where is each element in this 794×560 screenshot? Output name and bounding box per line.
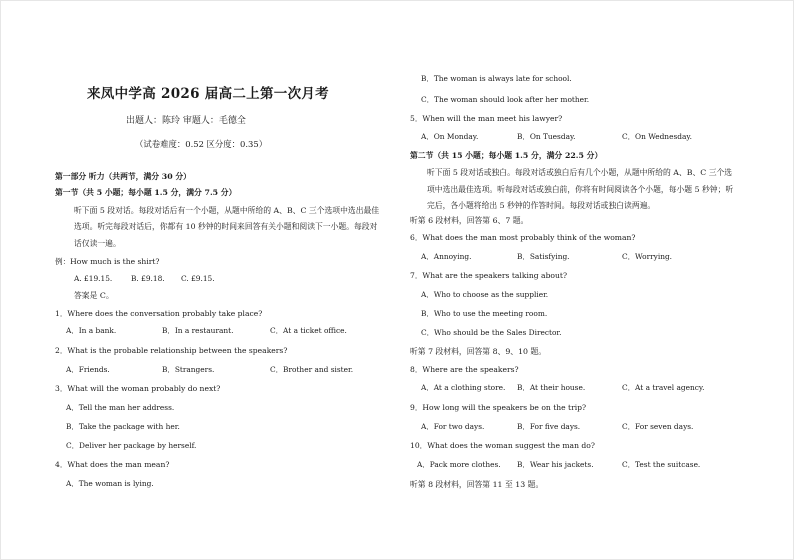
example-question: 例：How much is the shirt? xyxy=(55,257,160,266)
q6-option-c: C．Worrying. xyxy=(622,252,673,261)
material-8-note: 听第 8 段材料，回答第 11 至 13 题。 xyxy=(410,480,544,489)
q7-option-c: C．Who should be the Sales Director. xyxy=(421,328,562,337)
section1-instruction-line: 选项。听完每段对话后，你都有 10 秒钟的时间来回答有关小题和阅读下一小题。每段对 xyxy=(74,222,378,231)
section1-instruction-line: 话仅读一遍。 xyxy=(74,239,121,248)
q5-option-c: C．On Wednesday. xyxy=(622,132,692,141)
q7-option-b: B．Who to use the meeting room. xyxy=(421,309,548,318)
q1-option-a: A．In a bank. xyxy=(66,326,117,335)
q10-option-c: C．Test the suitcase. xyxy=(622,460,701,469)
section2-instruction-line: 完后，各小题将给出 5 秒钟的作答时间。每段对话或独白读两遍。 xyxy=(427,201,656,210)
q2-option-b: B．Strangers. xyxy=(162,365,215,374)
q4-option-a: A．The woman is lying. xyxy=(66,479,154,488)
q3-option-a: A．Tell the man her address. xyxy=(66,403,175,412)
section1-instruction-line: 听下面 5 段对话。每段对话后有一个小题，从题中所给的 A、B、C 三个选项中选出最佳 xyxy=(74,206,380,215)
q10-option-b: B．Wear his jackets. xyxy=(517,460,594,469)
question-6: 6．What does the man most probably think of the woman? xyxy=(410,233,636,242)
q6-option-b: B．Satisfying. xyxy=(517,252,570,261)
example-answer: 答案是 C。 xyxy=(74,291,114,300)
example-option-a: A. £19.15. xyxy=(74,274,113,283)
question-8: 8．Where are the speakers? xyxy=(410,365,519,374)
q4-option-b: B．The woman is always late for school. xyxy=(421,74,572,83)
q5-option-a: A．On Monday. xyxy=(421,132,479,141)
q3-option-c: C．Deliver her package by herself. xyxy=(66,441,197,450)
q9-option-a: A．For two days. xyxy=(421,422,485,431)
q2-option-c: C．Brother and sister. xyxy=(270,365,354,374)
q4-option-c: C．The woman should look after her mother. xyxy=(421,95,590,104)
material-7-note: 听第 7 段材料，回答第 8、9、10 题。 xyxy=(410,347,547,356)
question-1: 1．Where does the conversation probably take place? xyxy=(55,309,263,318)
q3-option-b: B．Take the package with her. xyxy=(66,422,180,431)
q8-option-c: C．At a travel agency. xyxy=(622,383,705,392)
q6-option-a: A．Annoying. xyxy=(421,252,472,261)
section2-heading: 第二节（共 15 小题；每小题 1.5 分，满分 22.5 分） xyxy=(410,151,603,160)
question-3: 3．What will the woman probably do next? xyxy=(55,384,221,393)
q9-option-b: B．For five days. xyxy=(517,422,581,431)
q8-option-a: A．At a clothing store. xyxy=(421,383,506,392)
question-4: 4．What does the man mean? xyxy=(55,460,170,469)
q7-option-a: A．Who to choose as the supplier. xyxy=(421,290,549,299)
q1-option-c: C．At a ticket office. xyxy=(270,326,347,335)
q8-option-b: B．At their house. xyxy=(517,383,586,392)
question-9: 9．How long will the speakers be on the trip? xyxy=(410,403,587,412)
q2-option-a: A．Friends. xyxy=(66,365,110,374)
q1-option-b: B．In a restaurant. xyxy=(162,326,234,335)
exam-title: 来凤中学高 2026 届高二上第一次月考 xyxy=(87,86,329,102)
example-option-c: C. £9.15. xyxy=(181,274,215,283)
section2-instruction-line: 项中选出最佳选项。听每段对话或独白前，你将有时间阅读各个小题，每小题 5 秒钟；听 xyxy=(427,185,734,194)
exam-difficulty: （试卷难度：0.52 区分度：0.35） xyxy=(135,139,268,149)
q9-option-c: C．For seven days. xyxy=(622,422,694,431)
part1-heading: 第一部分 听力（共两节，满分 30 分） xyxy=(55,172,191,181)
exam-authors: 出题人：陈玲 审题人：毛德全 xyxy=(126,116,246,126)
question-2: 2．What is the probable relationship between the speakers? xyxy=(55,346,288,355)
material-6-note: 听第 6 段材料，回答第 6、7 题。 xyxy=(410,216,529,225)
example-option-b: B. £9.18. xyxy=(131,274,165,283)
section1-heading: 第一节（共 5 小题；每小题 1.5 分，满分 7.5 分） xyxy=(55,188,237,197)
q10-option-a: A．Pack more clothes. xyxy=(417,460,501,469)
q5-option-b: B．On Tuesday. xyxy=(517,132,576,141)
section2-instruction-line: 听下面 5 段对话或独白。每段对话或独白后有几个小题，从题中所给的 A、B、C 三个选 xyxy=(427,168,733,177)
question-5: 5．When will the man meet his lawyer? xyxy=(410,114,563,123)
question-7: 7．What are the speakers talking about? xyxy=(410,271,568,280)
question-10: 10．What does the woman suggest the man do? xyxy=(410,441,595,450)
